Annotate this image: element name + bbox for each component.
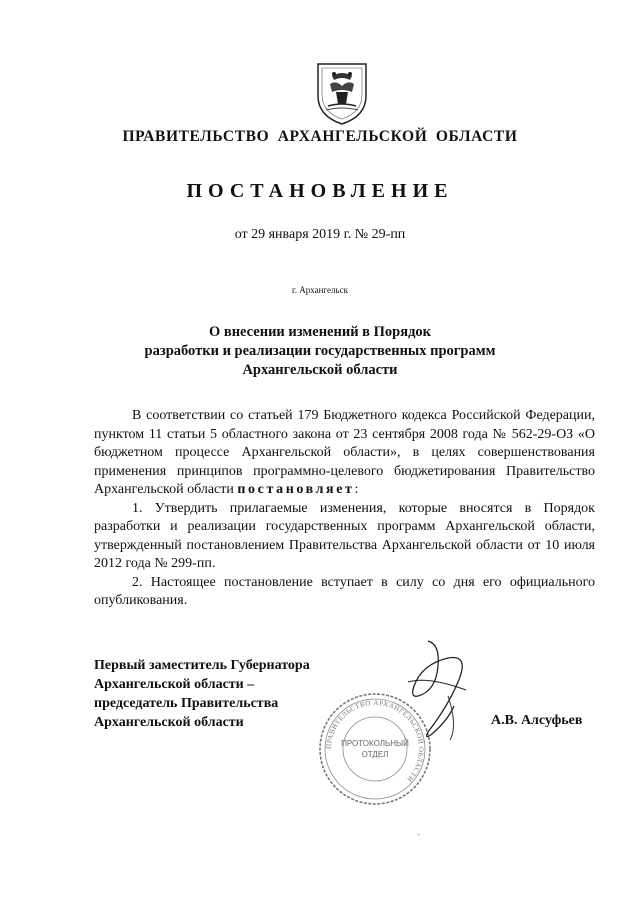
date-and-number: от 29 января 2019 г. № 29-пп — [234, 227, 406, 242]
city: г. Архангельск — [292, 285, 348, 295]
seal-center-text: ПРОТОКОЛЬНЫЙ — [341, 739, 409, 748]
seal-center-text: ОТДЕЛ — [361, 750, 389, 759]
clause-2: 2. Настоящее постановление вступает в силу со дня его официального опубликования. — [94, 574, 595, 608]
signer-name: А.В. Алсуфьев — [491, 713, 583, 728]
page-mark: - — [417, 829, 420, 839]
preamble-end: : — [354, 482, 359, 497]
preamble-paragraph — [94, 407, 595, 500]
document-body — [94, 407, 595, 611]
seal-ring-text: ПРАВИТЕЛЬСТВО АРХАНГЕЛЬСКОЙ ОБЛАСТИ — [324, 698, 426, 784]
preamble-text: В соответствии со статьей 179 Бюджетного кодекса Российской Федерации, пунктом 11 статьи 5 областного закона от 23 сентября 2008 года № 562-29-ОЗ «О бюджетном процессе Архангельской области», в целях совершенствования применения принципов программно-целевого бюджетирования Правительство Архангельской области — [94, 408, 595, 497]
handwritten-signature-icon — [388, 636, 488, 746]
subject-line: О внесении изменений в Порядок — [208, 324, 432, 340]
coat-of-arms-icon — [312, 58, 372, 126]
signer-title-line: Архангельской области — [94, 715, 244, 730]
document-subject — [0, 323, 640, 380]
decree-keyword: постановляет — [237, 482, 355, 497]
signer-title-line: Первый заместитель Губернатора — [94, 658, 310, 673]
government-name: ПРАВИТЕЛЬСТВО АРХАНГЕЛЬСКОЙ ОБЛАСТИ — [122, 128, 518, 145]
subject-line: Архангельской области — [242, 362, 398, 378]
signer-title — [94, 656, 310, 732]
clause-1: 1. Утвердить прилагаемые изменения, которые вносятся в Порядок разработки и реализации государственных программ Архангельской области, утвержденный постановлением Правительства Архангельской области от 10 июля 2012 года № 299-пп. — [94, 500, 595, 571]
signer-title-line: Архангельской области – — [94, 677, 255, 692]
document-type: ПОСТАНОВЛЕНИЕ — [186, 180, 454, 202]
signer-title-line: председатель Правительства — [94, 696, 279, 711]
subject-line: разработки и реализации государственных программ — [144, 343, 496, 359]
